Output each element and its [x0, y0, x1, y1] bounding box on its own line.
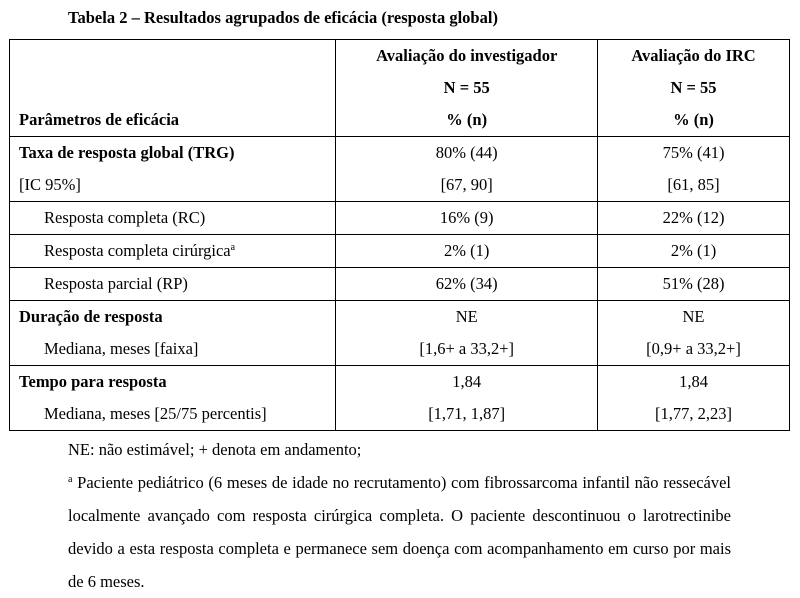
- row-value-irc: 2% (1): [598, 235, 790, 268]
- table-title: Tabela 2 – Resultados agrupados de eficácia (resposta global): [68, 8, 498, 27]
- table-row: [10, 137, 790, 202]
- row-value-investigator: 1,84 [1,71, 1,87]: [336, 366, 598, 431]
- row-value-investigator: 2% (1): [336, 235, 598, 268]
- row-label: Duração de resposta Mediana, meses [faixa]: [10, 301, 336, 366]
- row-label: Resposta completa cirúrgica$^a$: [10, 235, 336, 268]
- table-row: [10, 366, 790, 431]
- row-value-irc: NE [0,9+ a 33,2+]: [598, 301, 790, 366]
- table-row: [10, 301, 790, 366]
- row-value-investigator: 16% (9): [336, 202, 598, 235]
- footnote-marker: a: [68, 474, 73, 485]
- table-header-row: [10, 40, 790, 137]
- header-irc: Avaliação do IRC N = 55 % (n): [598, 40, 790, 137]
- row-value-investigator: 62% (34): [336, 268, 598, 301]
- row-label: Taxa de resposta global (TRG) [IC 95%]: [10, 137, 336, 202]
- row-value-irc: 75% (41) [61, 85]: [598, 137, 790, 202]
- footnote-marker: a: [230, 242, 236, 253]
- row-value-investigator: 80% (44) [67, 90]: [336, 137, 598, 202]
- table-notes: [68, 433, 731, 598]
- table-row: [10, 235, 790, 268]
- header-investigator: Avaliação do investigador N = 55 % (n): [336, 40, 598, 137]
- table-row: [10, 268, 790, 301]
- header-parameters: Parâmetros de eficácia: [10, 40, 336, 137]
- row-value-investigator: NE [1,6+ a 33,2+]: [336, 301, 598, 366]
- abbreviation-note: NE: não estimável; + denota em andamento;: [68, 440, 362, 459]
- table-row: [10, 202, 790, 235]
- row-label: Resposta parcial (RP): [10, 268, 336, 301]
- row-label: Tempo para resposta Mediana, meses [25/75 percentis]: [10, 366, 336, 431]
- row-label: Resposta completa (RC): [10, 202, 336, 235]
- footnote-text: $^a$ Paciente pediátrico (6 meses de idade no recrutamento) com fibrossarcoma infantil não ressecável localmente avançado com resposta cirúrgica completa. O paciente descontinuou o larotrectinibe devido a esta resposta completa e permanece sem doença com acompanhamento em curso por mais de 6 meses.: [68, 473, 731, 591]
- efficacy-table: [9, 39, 790, 431]
- row-value-irc: 51% (28): [598, 268, 790, 301]
- row-value-irc: 22% (12): [598, 202, 790, 235]
- row-value-irc: 1,84 [1,77, 2,23]: [598, 366, 790, 431]
